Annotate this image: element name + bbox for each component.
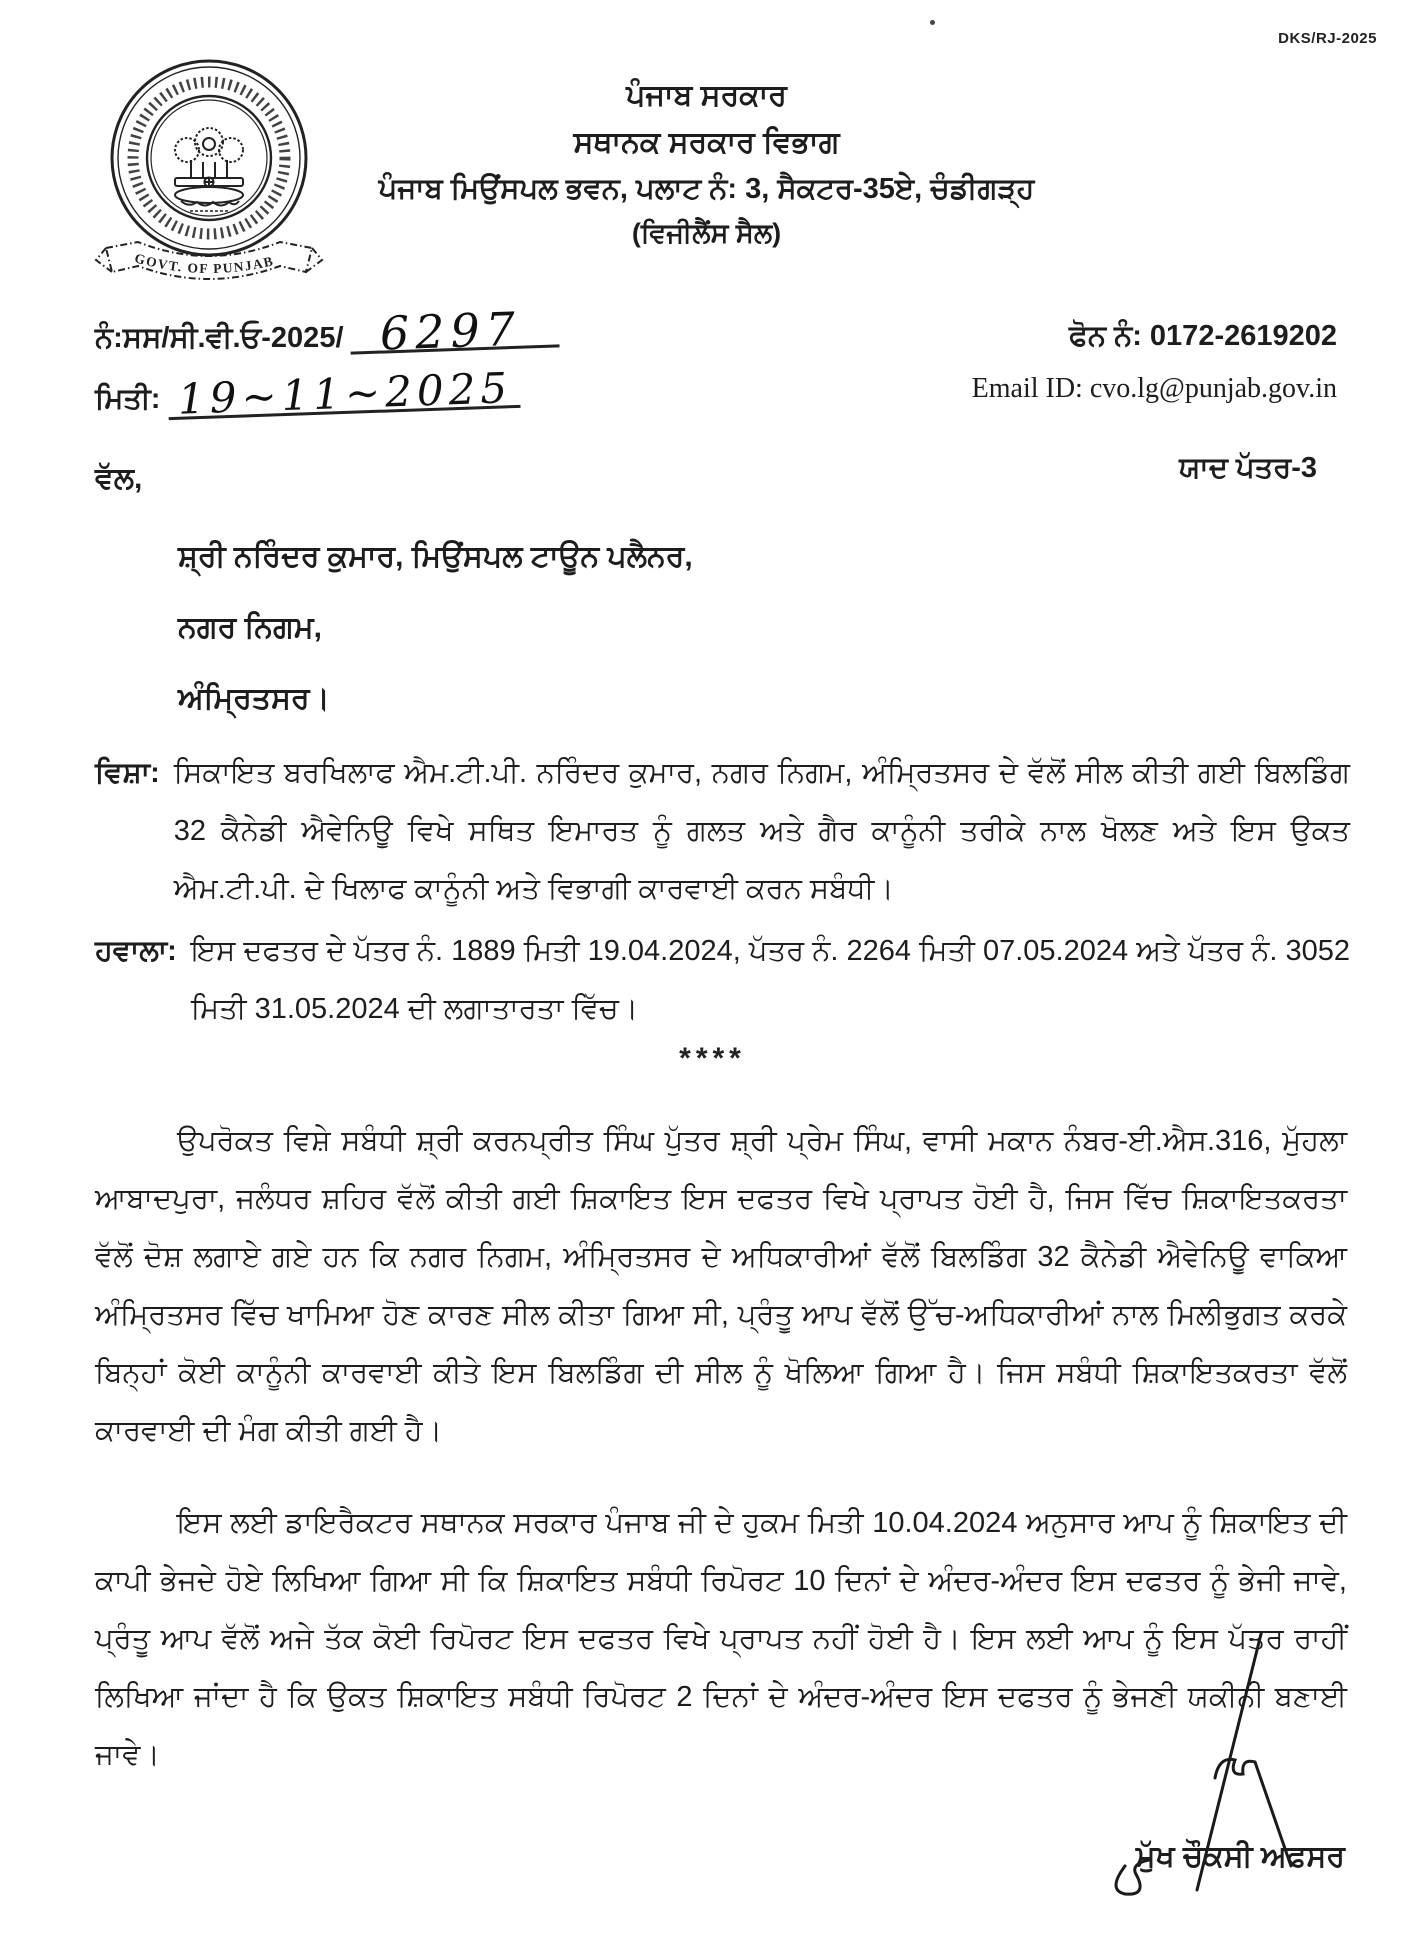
letterhead	[0, 72, 1419, 254]
addressee-name: ਸ਼੍ਰੀ ਨਰਿੰਦਰ ਕੁਮਾਰ, ਮਿਉਂਸਪਲ ਟਾਊਨ ਪਲੈਨਰ,	[178, 540, 693, 573]
hawala-text: ਇਸ ਦਫਤਰ ਦੇ ਪੱਤਰ ਨੰ. 1889 ਮਿਤੀ 19.04.2024, ਪੱਤਰ ਨੰ. 2264 ਮਿਤੀ 07.05.2024 ਅਤੇ ਪੱਤਰ ਨੰ. 3052 ਮਿਤੀ 31.05.2024 ਦੀ ਲਗਾਤਾਰਤਾ ਵਿੱਚ।	[190, 935, 1350, 1025]
phone-number: ਫੋਨ ਨੰ: 0172-2619202	[1068, 320, 1337, 352]
scan-artifact-dot	[930, 20, 935, 25]
email-id: Email ID: cvo.lg@punjab.gov.in	[971, 373, 1337, 404]
letter-date-label: ਮਿਤੀ:	[95, 383, 161, 415]
reference-block	[95, 301, 559, 424]
addressee-block	[178, 540, 693, 753]
letterhead-cell: (ਵਿਜੀਲੈਂਸ ਸੈਲ)	[631, 218, 782, 248]
to-label: ਵੱਲ,	[95, 462, 143, 495]
subject-section	[95, 744, 1350, 918]
signature-strokes	[1029, 1628, 1359, 1928]
letterhead-address: ਪੰਜਾਬ ਮਿਉਂਸਪਲ ਭਵਨ, ਪਲਾਟ ਨੰ: 3, ਸੈਕਟਰ-35ਏ, ਚੰਡੀਗੜ੍ਹ	[378, 173, 1035, 205]
memo-number-label: ਯਾਦ ਪੱਤਰ-3	[1179, 452, 1317, 484]
body-paragraph-2: ਇਸ ਲਈ ਡਾਇਰੈਕਟਰ ਸਥਾਨਕ ਸਰਕਾਰ ਪੰਜਾਬ ਜੀ ਦੇ ਹੁਕਮ ਮਿਤੀ 10.04.2024 ਅਨੁਸਾਰ ਆਪ ਨੂੰ ਸ਼ਿਕਾਇਤ ਦੀ ਕਾਪੀ ਭੇਜਦੇ ਹੋਏ ਲਿਖਿਆ ਗਿਆ ਸੀ ਕਿ ਸ਼ਿਕਾਇਤ ਸਬੰਧੀ ਰਿਪੋਰਟ 10 ਦਿਨਾਂ ਦੇ ਅੰਦਰ-ਅੰਦਰ ਇਸ ਦਫਤਰ ਨੂੰ ਭੇਜੀ ਜਾਵੇ, ਪ੍ਰੰਤੂ ਆਪ ਵੱਲੋਂ ਅਜੇ ਤੱਕ ਕੋਈ ਰਿਪੋਰਟ ਇਸ ਦਫਤਰ ਵਿਖੇ ਪ੍ਰਾਪਤ ਨਹੀਂ ਹੋਈ ਹੈ। ਇਸ ਲਈ ਆਪ ਨੂੰ ਇਸ ਪੱਤਰ ਰਾਹੀਂ ਲਿਖਿਆ ਜਾਂਦਾ ਹੈ ਕਿ ਉਕਤ ਸ਼ਿਕਾਇਤ ਸਬੰਧੀ ਰਿਪੋਰਟ 2 ਦਿਨਾਂ ਦੇ ਅੰਦਰ-ਅੰਦਰ ਇਸ ਦਫਤਰ ਨੂੰ ਭੇਜਣੀ ਯਕੀਨੀ ਬਣਾਈ ਜਾਵੇ।	[95, 1507, 1347, 1771]
addressee-city: ਅੰਮ੍ਰਿਤਸਰ।	[178, 682, 330, 715]
file-code: DKS/RJ-2025	[1278, 30, 1377, 47]
letter-date-handwritten: 19~11~2025	[168, 371, 521, 420]
contact-block	[972, 320, 1337, 405]
hawala-section	[95, 922, 1350, 1038]
letterhead-department: ਸਥਾਨਕ ਸਰਕਾਰ ਵਿਭਾਗ	[573, 126, 840, 159]
signatory-designation: ਮੁੱਖ ਚੌਕਸੀ ਅਫਸਰ	[1135, 1840, 1345, 1873]
letter-number-handwritten: 6297	[349, 312, 559, 354]
hawala-label: ਹਵਾਲਾ:	[95, 935, 177, 967]
letter-number-label: ਨੰ:ਸਸ/ਸੀ.ਵੀ.ਓ-2025/	[95, 322, 344, 354]
asterisk-separator: ****	[679, 1042, 746, 1075]
subject-text: ਸਿਕਾਇਤ ਬਰਖਿਲਾਫ ਐਮ.ਟੀ.ਪੀ. ਨਰਿੰਦਰ ਕੁਮਾਰ, ਨਗਰ ਨਿਗਮ, ਅੰਮ੍ਰਿਤਸਰ ਦੇ ਵੱਲੋਂ ਸੀਲ ਕੀਤੀ ਗਈ ਬਿਲਡਿੰਗ 32 ਕੈਨੇਡੀ ਐਵੇਨਿਊ ਵਿਖੇ ਸਥਿਤ ਇਮਾਰਤ ਨੂੰ ਗਲਤ ਅਤੇ ਗੈਰ ਕਾਨੂੰਨੀ ਤਰੀਕੇ ਨਾਲ ਖੋਲਣ ਅਤੇ ਇਸ ਉਕਤ ਐਮ.ਟੀ.ਪੀ. ਦੇ ਖਿਲਾਫ ਕਾਨੂੰਨੀ ਅਤੇ ਵਿਭਾਗੀ ਕਾਰਵਾਈ ਕਰਨ ਸਬੰਧੀ।	[173, 757, 1350, 905]
subject-label: ਵਿਸ਼ਾ:	[95, 757, 160, 789]
body-paragraph-1: ਉਪਰੋਕਤ ਵਿਸ਼ੇ ਸਬੰਧੀ ਸ਼੍ਰੀ ਕਰਨਪ੍ਰੀਤ ਸਿੰਘ ਪੁੱਤਰ ਸ਼੍ਰੀ ਪ੍ਰੇਮ ਸਿੰਘ, ਵਾਸੀ ਮਕਾਨ ਨੰਬਰ-ਈ.ਐਸ.316, ਮੁੱਹਲਾ ਆਬਾਦਪੁਰਾ, ਜਲੰਧਰ ਸ਼ਹਿਰ ਵੱਲੋਂ ਕੀਤੀ ਗਈ ਸ਼ਿਕਾਇਤ ਇਸ ਦਫਤਰ ਵਿਖੇ ਪ੍ਰਾਪਤ ਹੋਈ ਹੈ, ਜਿਸ ਵਿੱਚ ਸ਼ਿਕਾਇਤਕਰਤਾ ਵੱਲੋਂ ਦੋਸ਼ ਲਗਾਏ ਗਏ ਹਨ ਕਿ ਨਗਰ ਨਿਗਮ, ਅੰਮ੍ਰਿਤਸਰ ਦੇ ਅਧਿਕਾਰੀਆਂ ਵੱਲੋਂ ਬਿਲਡਿੰਗ 32 ਕੈਨੇਡੀ ਐਵੇਨਿਊ ਵਾਕਿਆ ਅੰਮ੍ਰਿਤਸਰ ਵਿੱਚ ਖਾਮਿਆ ਹੋਣ ਕਾਰਣ ਸੀਲ ਕੀਤਾ ਗਿਆ ਸੀ, ਪ੍ਰੰਤੂ ਆਪ ਵੱਲੋਂ ਉੱਚ-ਅਧਿਕਾਰੀਆਂ ਨਾਲ ਮਿਲੀਭੁਗਤ ਕਰਕੇ ਬਿਨ੍ਹਾਂ ਕੋਈ ਕਾਨੂੰਨੀ ਕਾਰਵਾਈ ਕੀਤੇ ਇਸ ਬਿਲਡਿੰਗ ਦੀ ਸੀਲ ਨੂੰ ਖੋਲਿਆ ਗਿਆ ਹੈ। ਜਿਸ ਸਬੰਧੀ ਸ਼ਿਕਾਇਤਕਰਤਾ ਵੱਲੋਂ ਕਾਰਵਾਈ ਦੀ ਮੰਗ ਕੀਤੀ ਗਈ ਹੈ।	[95, 1125, 1347, 1447]
seal-banner-text: GOVT. OF PUNJAB	[132, 250, 276, 277]
addressee-office: ਨਗਰ ਨਿਗਮ,	[178, 611, 322, 644]
letterhead-government: ਪੰਜਾਬ ਸਰਕਾਰ	[626, 79, 787, 112]
